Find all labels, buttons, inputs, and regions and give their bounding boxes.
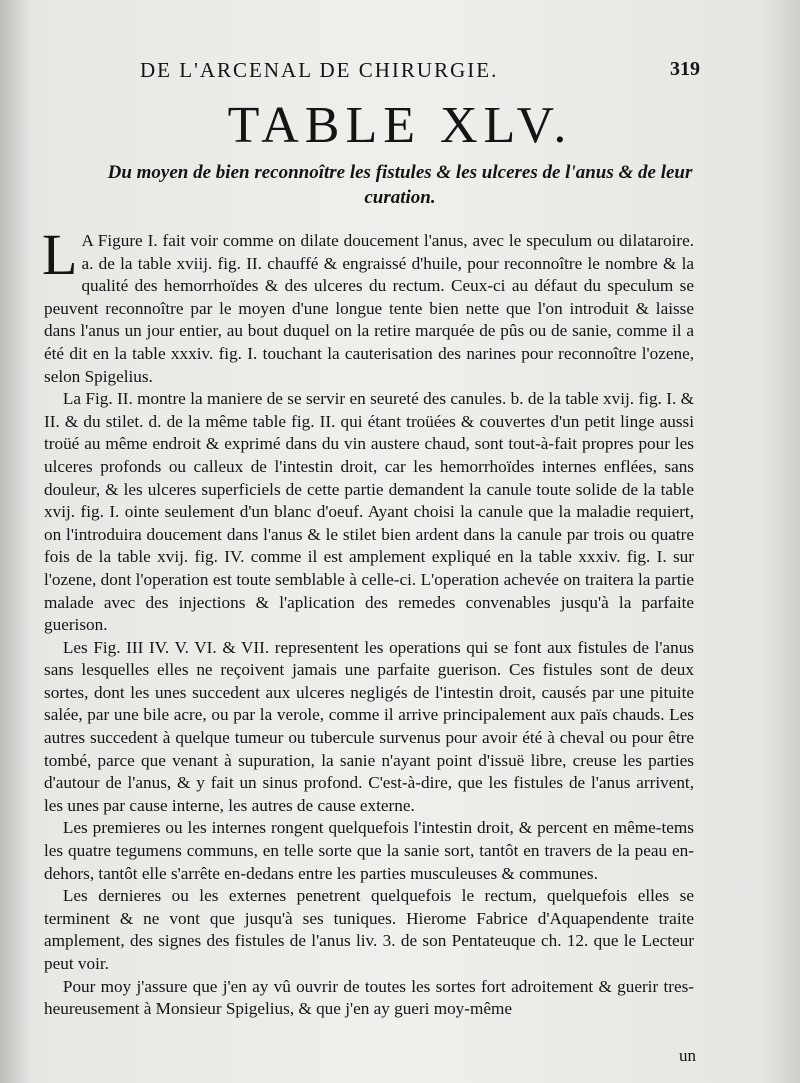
page-number: 319 bbox=[670, 58, 700, 80]
drop-cap: L bbox=[42, 222, 78, 287]
running-head: DE L'ARCENAL DE CHIRURGIE. bbox=[140, 58, 499, 82]
catchword: un bbox=[679, 1046, 696, 1065]
paragraph-1-text: A Figure I. fait voir comme on dilate doucement l'anus, avec le speculum ou dilataroire. a. de la table xviij. fig. II. chauffé & engraissé d'huile, pour reconnoître le nombre & la qualité des hemorrhoïdes & des ulceres du rectum. Ceux-ci au défaut du speculum se peuvent reconnoître par le moyen d'une longue tente bien nette que l'on introduit & laisse dans l'anus un jour entier, au bout duquel on la retire marquée de pûs ou de sanie, comme il a été dit en la table xxxiv. fig. I. touchant la cauterisation des narines pour reconnoître l'ozene, selon Spigelius. bbox=[44, 231, 694, 386]
page-header bbox=[140, 58, 700, 88]
paragraph-4: Les premieres ou les internes rongent quelquefois l'intestin droit, & percent en même-tems les quatre tegumens communs, en telle sorte que la sanie sort, tantôt en travers de la peau en-dehors, tantôt elle s'arrête en-dedans entre les parties musculeuses & communes. bbox=[44, 818, 694, 883]
paragraph-2: La Fig. II. montre la maniere de se servir en seureté des canules. b. de la table xvij. fig. I. & II. & du stilet. d. de la même table fig. II. qui étant troüées & couvertes d'un petit linge aussi troüé au même endroit & exprimé dans du vin austere chaud, sont tout-à-fait propres pour les ulceres profonds ou calleux de l'intestin droit, car les hemorrhoïdes internes enflées, sans douleur, & les ulceres superficiels de cette partie demandent la canule toute solide de la table xvij. fig. I. ointe seulement d'un blanc d'oeuf. Ayant choisi la canule que la maladie requiert, on l'introduira doucement dans l'anus & le stilet bien ardent dans la canule par trois ou quatre fois de la table xvij. fig. IV. comme il est amplement expliqué en la table xxxiv. fig. I. sur l'ozene, dont l'operation est toute semblable à celle-ci. L'operation achevée on traitera la partie malade avec des injections & l'aplication des remedes convenables jusqu'à la parfaite guerison. bbox=[44, 389, 694, 635]
paragraph-1 bbox=[42, 222, 694, 388]
paragraph-6: Pour moy j'assure que j'en ay vû ouvrir de toutes les sortes fort adroitement & guerir tres-heureusement à Monsieur Spigelius, & que j'en ay gueri moy-même bbox=[44, 976, 694, 1019]
table-title: TABLE XLV. bbox=[227, 97, 573, 154]
paragraph-3: Les Fig. III IV. V. VI. & VII. representent les operations qui se font aux fistules de l'anus sans lesquelles elles ne reçoivent jamais une parfaite guerison. Ces fistules sont de deux sortes, dont les unes succedent aux ulceres negligés de l'intestin droit, causés par une pituite salée, par une bile acre, ou par la verole, comme il arrive principalement aux païs chauds. Les autres succedent à quelque tumeur ou tubercule survenus pour avoir été à cheval ou pour être tombé, parce que venant à supuration, la sanie n'ayant point d'issuë libre, creuse les parties d'autour de l'anus, & y fait un sinus profond. C'est-à-dire, que les fistules de l'anus arrivent, les unes par cause interne, les autres de cause externe. bbox=[44, 637, 694, 815]
table-subtitle: Du moyen de bien reconnoître les fistules & les ulceres de l'anus & de leur curation. bbox=[107, 162, 693, 208]
body-text bbox=[42, 222, 694, 1021]
paragraph-5: Les dernieres ou les externes penetrent quelquefois le rectum, quelquefois elles se terminent & ne vont que jusqu'à ses tuniques. Hierome Fabrice d'Aquapendente traite amplement, des signes des fistules de l'anus liv. 3. de son Pentateuque ch. 12. que le Lecteur peut voir. bbox=[44, 886, 694, 973]
